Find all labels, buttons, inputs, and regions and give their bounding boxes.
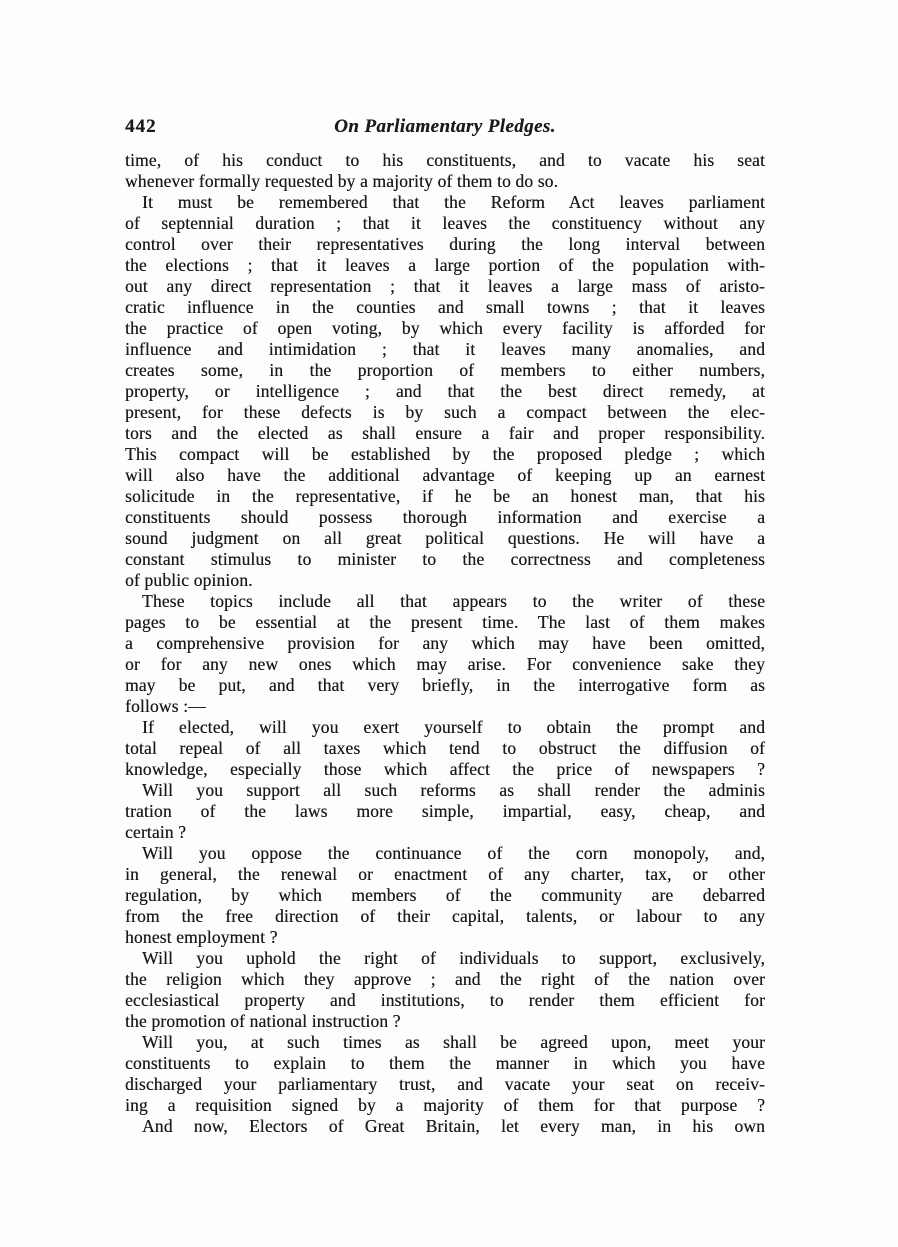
text-line: Will you support all such reforms as shall render the adminis [142, 780, 765, 800]
text-line: or for any new ones which may arise. For convenience sake they [125, 654, 765, 674]
text-line: the practice of open voting, by which every facility is afforded for [125, 318, 765, 338]
text-line: constituents should possess thorough information and exercise a [125, 507, 765, 527]
text-line: sound judgment on all great political questions. He will have a [125, 528, 765, 548]
text-line: influence and intimidation ; that it leaves many anomalies, and [125, 339, 765, 359]
paragraph [125, 780, 765, 843]
text-line: a comprehensive provision for any which may have been omitted, [125, 633, 765, 653]
text-line: property, or intelligence ; and that the best direct remedy, at [125, 381, 765, 401]
text-line: out any direct representation ; that it leaves a large mass of aristo- [125, 276, 765, 296]
text-line: whenever formally requested by a majority of them to do so. [125, 171, 559, 191]
paragraph [125, 948, 765, 1032]
text-line: Will you uphold the right of individuals to support, exclusively, [142, 948, 765, 968]
text-line: regulation, by which members of the community are debarred [125, 885, 765, 905]
text-line: discharged your parliamentary trust, and vacate your seat on receiv- [125, 1074, 765, 1094]
text-line: pages to be essential at the present time. The last of them makes [125, 612, 765, 632]
paragraph [125, 150, 765, 192]
text-line: creates some, in the proportion of members to either numbers, [125, 360, 765, 380]
text-line: the elections ; that it leaves a large portion of the population with- [125, 255, 765, 275]
text-line: present, for these defects is by such a compact between the elec- [125, 402, 765, 422]
text-line: knowledge, especially those which affect the price of newspapers ? [125, 759, 765, 779]
text-line: ing a requisition signed by a majority of them for that purpose ? [125, 1095, 765, 1115]
text-line: will also have the additional advantage of keeping up an earnest [125, 465, 765, 485]
text-line: Will you, at such times as shall be agreed upon, meet your [142, 1032, 765, 1052]
text-line: cratic influence in the counties and small towns ; that it leaves [125, 297, 765, 317]
text-line: constituents to explain to them the manner in which you have [125, 1053, 765, 1073]
text-line: follows :— [125, 696, 206, 716]
paragraph [125, 192, 765, 591]
text-line: total repeal of all taxes which tend to obstruct the diffusion of [125, 738, 765, 758]
text-line: may be put, and that very briefly, in the interrogative form as [125, 675, 765, 695]
paragraph [125, 843, 765, 948]
text-line: from the free direction of their capital, talents, or labour to any [125, 906, 765, 926]
text-line: This compact will be established by the proposed pledge ; which [125, 444, 765, 464]
text-line: time, of his conduct to his constituents, and to vacate his seat [125, 150, 765, 170]
text-line: These topics include all that appears to the writer of these [142, 591, 765, 611]
text-line: ecclesiastical property and institutions, to render them efficient for [125, 990, 765, 1010]
text-line: certain ? [125, 822, 187, 842]
text-line: the promotion of national instruction ? [125, 1011, 401, 1031]
text-line: And now, Electors of Great Britain, let every man, in his own [142, 1116, 765, 1136]
text-line: Will you oppose the continuance of the corn monopoly, and, [142, 843, 765, 863]
paragraph [125, 1032, 765, 1116]
text-line: If elected, will you exert yourself to obtain the prompt and [142, 717, 765, 737]
text-column [125, 116, 765, 1137]
text-line: control over their representatives during the long interval between [125, 234, 765, 254]
text-line: of septennial duration ; that it leaves the constituency without any [125, 213, 765, 233]
text-line: solicitude in the representative, if he be an honest man, that his [125, 486, 765, 506]
paragraph [125, 717, 765, 780]
text-line: of public opinion. [125, 570, 253, 590]
text-line: the religion which they approve ; and the right of the nation over [125, 969, 765, 989]
paragraph [125, 591, 765, 717]
text-line: honest employment ? [125, 927, 278, 947]
paragraph [125, 1116, 765, 1137]
running-head [125, 116, 765, 146]
running-title: On Parliamentary Pledges. [334, 116, 556, 137]
text-line: constant stimulus to minister to the correctness and completeness [125, 549, 765, 569]
page-number: 442 [125, 116, 157, 137]
text-line: tors and the elected as shall ensure a fair and proper responsibility. [125, 423, 765, 443]
text-line: in general, the renewal or enactment of any charter, tax, or other [125, 864, 765, 884]
text-line: tration of the laws more simple, impartial, easy, cheap, and [125, 801, 765, 821]
page-body [125, 150, 765, 1137]
text-line: It must be remembered that the Reform Act leaves parliament [142, 192, 765, 212]
